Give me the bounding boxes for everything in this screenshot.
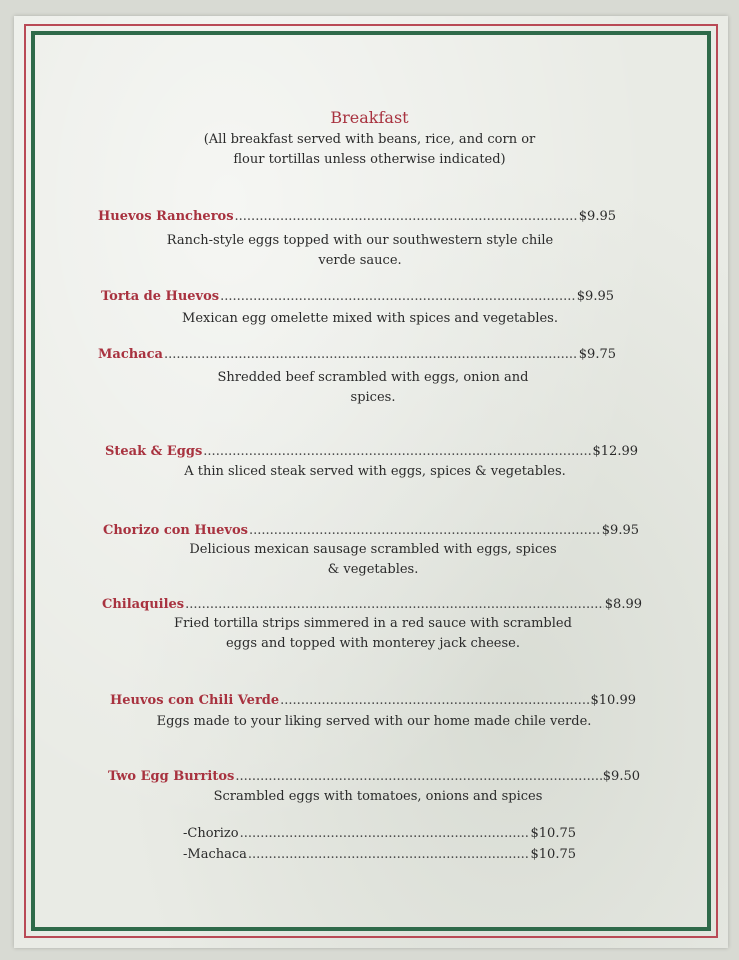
description-line-2: spices. — [350, 390, 396, 405]
item-name: Steak & Eggs — [105, 444, 203, 459]
item-name: Machaca — [98, 347, 163, 362]
item-price: $8.99 — [604, 597, 642, 612]
item-name: Two Egg Burritos — [108, 769, 235, 784]
menu-item-torta-de-huevos — [101, 288, 614, 306]
item-name: Chorizo con Huevos — [103, 523, 248, 538]
item-price: $9.95 — [578, 209, 616, 224]
description-line-2: & vegetables. — [327, 562, 419, 577]
menu-item-two-egg-burritos — [108, 768, 640, 786]
description-line-1: Eggs made to your liking served with our home made chile verde. — [156, 714, 592, 729]
menu-item-chilaquiles — [102, 596, 642, 614]
item-description — [140, 231, 580, 271]
description-line-1: Scrambled eggs with tomatoes, onions and spices — [213, 789, 543, 804]
dot-leader — [240, 825, 530, 843]
description-line-2: eggs and topped with monterey jack cheese. — [225, 636, 520, 651]
dot-leader — [280, 692, 589, 710]
item-price: $9.75 — [578, 347, 616, 362]
item-description — [160, 462, 590, 482]
menu-title: Breakfast — [330, 108, 409, 127]
menu-subtitle — [0, 130, 739, 170]
item-name: Heuvos con Chili Verde — [110, 693, 280, 708]
item-description — [180, 787, 576, 807]
dot-leader — [185, 596, 604, 614]
menu-item-heuvos-con-chili-verde — [110, 692, 636, 710]
subtitle-line-1: (All breakfast served with beans, rice, and corn or — [203, 132, 536, 147]
item-description — [180, 368, 566, 408]
option-machaca — [183, 846, 576, 864]
menu-item-chorizo-con-huevos — [103, 522, 639, 540]
item-description — [150, 614, 596, 654]
item-price: $10.99 — [590, 693, 636, 708]
description-line-1: A thin sliced steak served with eggs, spices & vegetables. — [184, 464, 566, 479]
menu-item-huevos-rancheros — [98, 208, 616, 226]
option-price: $10.75 — [530, 847, 576, 862]
item-description — [175, 540, 571, 580]
item-name: Huevos Rancheros — [98, 209, 234, 224]
description-line-1: Ranch-style eggs topped with our southwestern style chile — [166, 233, 554, 248]
description-line-1: Mexican egg omelette mixed with spices and vegetables. — [182, 311, 558, 326]
dot-leader — [235, 768, 601, 786]
item-name: Torta de Huevos — [101, 289, 220, 304]
item-name: Chilaquiles — [102, 597, 185, 612]
dot-leader — [248, 846, 530, 864]
description-line-2: verde sauce. — [318, 253, 402, 268]
option-label: -Machaca — [183, 847, 247, 862]
dot-leader — [164, 346, 578, 364]
item-price: $9.50 — [602, 769, 640, 784]
dot-leader — [235, 208, 578, 226]
item-price: $9.95 — [576, 289, 614, 304]
menu-item-machaca — [98, 346, 616, 364]
item-description — [130, 712, 618, 732]
item-price: $9.95 — [601, 523, 639, 538]
option-label: -Chorizo — [183, 826, 239, 841]
description-line-1: Delicious mexican sausage scrambled with eggs, spices — [189, 542, 557, 557]
description-line-1: Shredded beef scrambled with eggs, onion and — [217, 370, 529, 385]
option-chorizo — [183, 825, 576, 843]
subtitle-line-2: flour tortillas unless otherwise indicated) — [233, 152, 506, 167]
option-price: $10.75 — [530, 826, 576, 841]
dot-leader — [203, 443, 591, 461]
item-price: $12.99 — [592, 444, 638, 459]
description-line-1: Fried tortilla strips simmered in a red sauce with scrambled — [174, 616, 572, 631]
item-description — [140, 309, 600, 329]
dot-leader — [220, 288, 576, 306]
dot-leader — [249, 522, 601, 540]
menu-item-steak-and-eggs — [105, 443, 638, 461]
